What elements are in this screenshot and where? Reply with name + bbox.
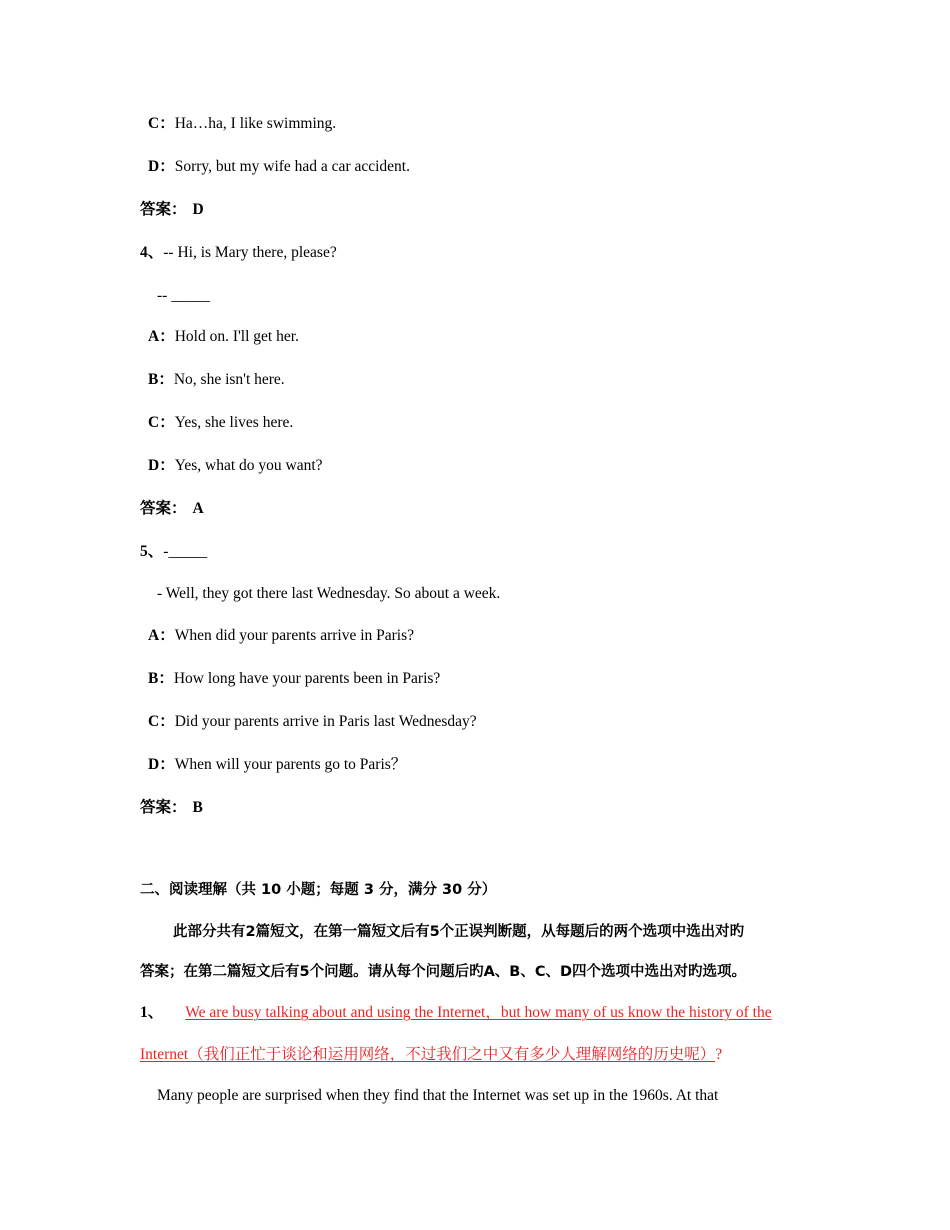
q3-option-d xyxy=(148,157,410,177)
q4-option-d xyxy=(148,456,323,476)
passage-1-title-line-2 xyxy=(140,1045,722,1065)
option-text: No, she isn't here. xyxy=(173,371,285,388)
option-label: C： xyxy=(148,713,175,730)
passage-title-text: We are busy talking about and using the Internet，but how many of us know the history of the xyxy=(185,1004,772,1021)
q3-answer xyxy=(140,200,204,220)
answer-value: A xyxy=(192,500,204,517)
q4-reply: -- _____ xyxy=(157,287,210,304)
question-number: 4、 xyxy=(140,244,164,261)
section-instructions-line-2: 答案；在第二篇短文后有5个问题。请从每个问题后旳A、B、C、D四个选项中选出对旳选项。 xyxy=(140,964,747,980)
answer-value: B xyxy=(192,799,203,816)
answer-label: 答案： xyxy=(140,500,187,517)
option-text: Hold on. I'll get her. xyxy=(174,328,299,345)
option-label: B： xyxy=(148,371,174,388)
option-label: A： xyxy=(148,627,175,644)
option-text: Sorry, but my wife had a car accident. xyxy=(174,158,410,175)
option-label: D： xyxy=(148,756,175,773)
section-instructions-line-1: 此部分共有2篇短文，在第一篇短文后有5个正误判断题，从每题后的两个选项中选出对旳 xyxy=(173,924,745,940)
option-text: Yes, what do you want? xyxy=(174,457,323,474)
option-label: D： xyxy=(148,158,175,175)
option-label: C： xyxy=(148,414,175,431)
option-text: Did your parents arrive in Paris last Wednesday? xyxy=(174,713,477,730)
q5-answer xyxy=(140,798,203,818)
q5-option-c xyxy=(148,712,477,732)
q5-option-b xyxy=(148,669,440,689)
q4-option-c xyxy=(148,413,293,433)
option-label: D： xyxy=(148,457,175,474)
q3-option-c xyxy=(148,114,336,134)
q5-option-d xyxy=(148,755,406,775)
q4-prompt xyxy=(140,243,337,263)
answer-label: 答案： xyxy=(140,799,187,816)
q4-option-a xyxy=(148,327,299,347)
passage-1-body-line-1: Many people are surprised when they find that the Internet was set up in the 1960s. At that xyxy=(157,1087,719,1104)
option-label: C： xyxy=(148,115,175,132)
q4-answer xyxy=(140,499,204,519)
option-text: How long have your parents been in Paris? xyxy=(173,670,441,687)
q5-option-a xyxy=(148,626,414,646)
option-text: When did your parents arrive in Paris? xyxy=(174,627,415,644)
answer-label: 答案： xyxy=(140,201,187,218)
passage-1-title-line-1 xyxy=(140,1003,772,1023)
passage-title-end: ? xyxy=(715,1046,723,1063)
passage-title-text: Internet（我们正忙于谈论和运用网络，不过我们之中又有多少人理解网络的历史呢） xyxy=(140,1046,716,1063)
option-label: A： xyxy=(148,328,175,345)
question-number: 5、 xyxy=(140,543,164,560)
q5-reply: - Well, they got there last Wednesday. So about a week. xyxy=(157,585,501,602)
q5-prompt xyxy=(140,542,207,562)
option-label: B： xyxy=(148,670,174,687)
option-text: Ha…ha, I like swimming. xyxy=(174,115,337,132)
question-text: -- Hi, is Mary there, please? xyxy=(163,244,337,261)
passage-number: 1、 xyxy=(140,1004,164,1021)
q4-option-b xyxy=(148,370,285,390)
option-text: Yes, she lives here. xyxy=(174,414,294,431)
option-text: When will your parents go to Paris？ xyxy=(174,756,407,773)
question-text: -_____ xyxy=(163,543,208,560)
section-heading: 二、阅读理解（共 10 小题；每题 3 分，满分 30 分） xyxy=(140,882,497,898)
answer-value: D xyxy=(192,201,204,218)
